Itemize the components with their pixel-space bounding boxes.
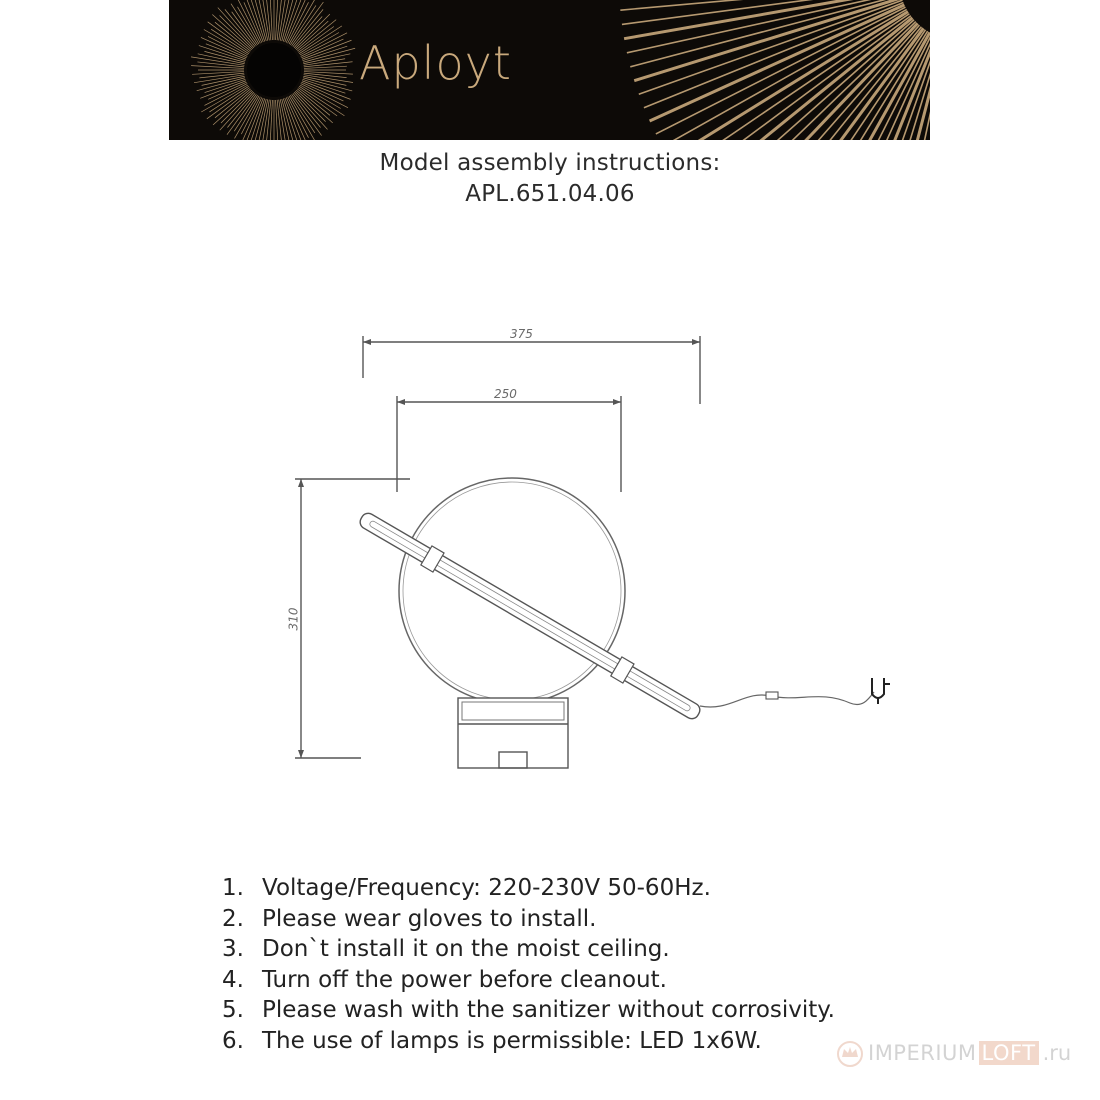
arrowhead [692, 339, 700, 345]
dimension-label-250: 250 [494, 387, 517, 401]
arrowhead [298, 479, 304, 487]
watermark-boxed-text: LOFT [979, 1041, 1039, 1065]
list-item: 6. The use of lamps is permissible: LED 1x6W. [222, 1027, 762, 1054]
list-item: 4. Turn off the power before cleanout. [222, 966, 667, 993]
model-number: APL.651.04.06 [465, 181, 635, 207]
plug-icon [872, 678, 890, 704]
list-item: 2. Please wear gloves to install. [222, 905, 597, 932]
document-title: Model assembly instructions: [379, 150, 721, 176]
brand-logo-text: Aployt [359, 36, 512, 90]
arrowhead [397, 399, 405, 405]
cord-switch [766, 692, 778, 699]
arrowhead [613, 399, 621, 405]
led-tube [356, 508, 704, 724]
watermark [832, 1038, 1071, 1068]
lamp-disc [399, 478, 625, 704]
lamp-disc-inner-edge [403, 482, 621, 700]
crown-icon [832, 1038, 868, 1068]
watermark-suffix: .ru [1042, 1041, 1072, 1065]
instructions-list [222, 873, 835, 1056]
arrowhead [298, 750, 304, 758]
watermark-text: IMPERIUM [868, 1041, 977, 1065]
power-cord [700, 692, 874, 707]
list-item: 1. Voltage/Frequency: 220-230V 50-60Hz. [222, 875, 711, 901]
lamp-base [458, 698, 568, 768]
arrowhead [363, 339, 371, 345]
dimension-label-375: 375 [510, 327, 533, 341]
list-item: 3. Don`t install it on the moist ceiling. [222, 936, 670, 962]
list-item: 5. Please wash with the sanitizer without corrosivity. [222, 997, 835, 1023]
dimension-label-310: 310 [286, 607, 301, 631]
